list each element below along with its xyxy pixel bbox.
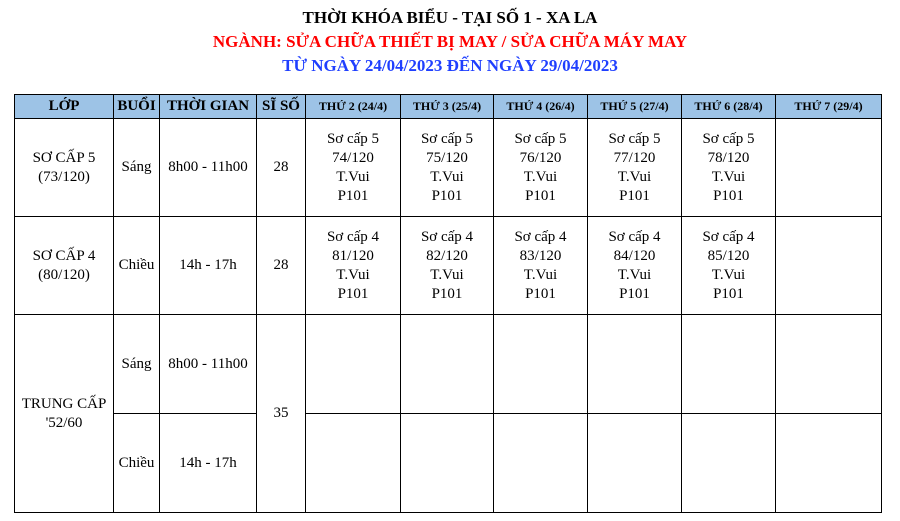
lesson-progress: 75/120 [426,149,468,166]
table-row [15,119,882,217]
empty-day-cell [588,414,682,513]
lesson-class: Sơ cấp 4 [608,228,661,245]
lesson-room: P101 [525,285,556,302]
day-cell [682,119,776,217]
lesson-room: P101 [619,285,650,302]
lesson-class: Sơ cấp 4 [326,228,380,245]
lesson-room: P101 [431,187,463,204]
page-title: THỜI KHÓA BIỂU - TẠI SỐ 1 - XA LA [302,8,598,27]
lesson-progress: 74/120 [332,149,374,166]
time-cell: 14h - 17h [160,414,257,513]
empty-day-cell [776,119,882,217]
lesson-progress: 76/120 [519,149,562,166]
day-cell [588,119,682,217]
col-header-thu-2: THỨ 2 (24/4) [306,95,401,119]
empty-day-cell [776,414,882,513]
lesson-room: P101 [431,285,463,302]
day-cell [401,119,494,217]
day-cell [588,217,682,315]
empty-day-cell [682,315,776,414]
lesson-teacher: T.Vui [617,266,652,283]
lesson-progress: 77/120 [613,149,656,166]
empty-day-cell [306,315,401,414]
day-cell [494,119,588,217]
empty-day-cell [682,414,776,513]
col-header-thu-4: THỨ 4 (26/4) [494,95,588,119]
lesson-room: P101 [337,285,369,302]
title-block [0,0,900,78]
class-name: TRUNG CẤP [21,395,107,412]
time-cell: 8h00 - 11h00 [160,119,257,217]
lesson-progress: 84/120 [613,247,656,264]
lesson-teacher: T.Vui [711,266,746,283]
col-header-thu-5: THỨ 5 (27/4) [588,95,682,119]
day-cell [401,217,494,315]
session-cell: Sáng [114,119,160,217]
time-cell: 8h00 - 11h00 [160,315,257,414]
lesson-room: P101 [713,285,744,302]
session-cell: Chiều [114,217,160,315]
empty-day-cell [306,414,401,513]
date-range-title: TỪ NGÀY 24/04/2023 ĐẾN NGÀY 29/04/2023 [282,56,618,75]
col-header-lop: LỚP [15,95,114,119]
col-header-thu-6: THỨ 6 (28/4) [682,95,776,119]
empty-day-cell [776,315,882,414]
lesson-progress: 82/120 [426,247,468,264]
empty-day-cell [401,315,494,414]
lesson-room: P101 [525,187,556,204]
day-cell [306,217,401,315]
lesson-class: Sơ cấp 4 [514,228,567,245]
lesson-teacher: T.Vui [523,266,558,283]
lesson-teacher: T.Vui [711,168,746,185]
table-row [15,414,882,513]
lesson-teacher: T.Vui [430,168,464,185]
size-cell: 28 [257,119,306,217]
class-cell [15,217,114,315]
lesson-progress: 85/120 [707,247,750,264]
table-row [15,217,882,315]
lesson-class: Sơ cấp 5 [420,130,474,147]
day-cell [494,217,588,315]
day-cell [682,217,776,315]
lesson-room: P101 [713,187,744,204]
session-cell: Sáng [114,315,160,414]
session-cell: Chiều [114,414,160,513]
lesson-teacher: T.Vui [430,266,464,283]
lesson-progress: 78/120 [707,149,750,166]
empty-day-cell [494,414,588,513]
empty-day-cell [588,315,682,414]
col-header-thu-3: THỨ 3 (25/4) [401,95,494,119]
header-row [15,95,882,119]
lesson-room: P101 [619,187,650,204]
lesson-class: Sơ cấp 5 [608,130,661,147]
col-header-thoi-gian: THỜI GIAN [160,95,257,119]
lesson-class: Sơ cấp 4 [420,228,474,245]
time-cell: 14h - 17h [160,217,257,315]
lesson-class: Sơ cấp 5 [326,130,380,147]
class-count: (80/120) [38,266,90,283]
empty-day-cell [401,414,494,513]
lesson-teacher: T.Vui [523,168,558,185]
lesson-teacher: T.Vui [336,168,370,185]
col-header-si-so: SĨ SỐ [257,95,306,119]
class-name: SƠ CẤP 5 [32,149,96,166]
lesson-class: Sơ cấp 4 [702,228,755,245]
lesson-teacher: T.Vui [336,266,370,283]
lesson-room: P101 [337,187,369,204]
class-count: (73/120) [38,168,90,185]
lesson-class: Sơ cấp 5 [514,130,567,147]
lesson-teacher: T.Vui [617,168,652,185]
empty-day-cell [776,217,882,315]
lesson-progress: 83/120 [519,247,562,264]
size-cell: 35 [257,315,306,513]
lesson-class: Sơ cấp 5 [702,130,755,147]
size-cell: 28 [257,217,306,315]
lesson-progress: 81/120 [332,247,374,264]
col-header-thu-7: THỨ 7 (29/4) [776,95,882,119]
class-name: SƠ CẤP 4 [32,247,96,264]
table-row [15,315,882,414]
timetable [14,94,882,513]
empty-day-cell [494,315,588,414]
class-count: '52/60 [45,414,83,431]
major-title: NGÀNH: SỬA CHỮA THIẾT BỊ MAY / SỬA CHỮA MÁY MAY [212,32,688,51]
class-cell [15,119,114,217]
col-header-buoi: BUỔI [114,95,160,119]
class-cell [15,315,114,513]
day-cell [306,119,401,217]
